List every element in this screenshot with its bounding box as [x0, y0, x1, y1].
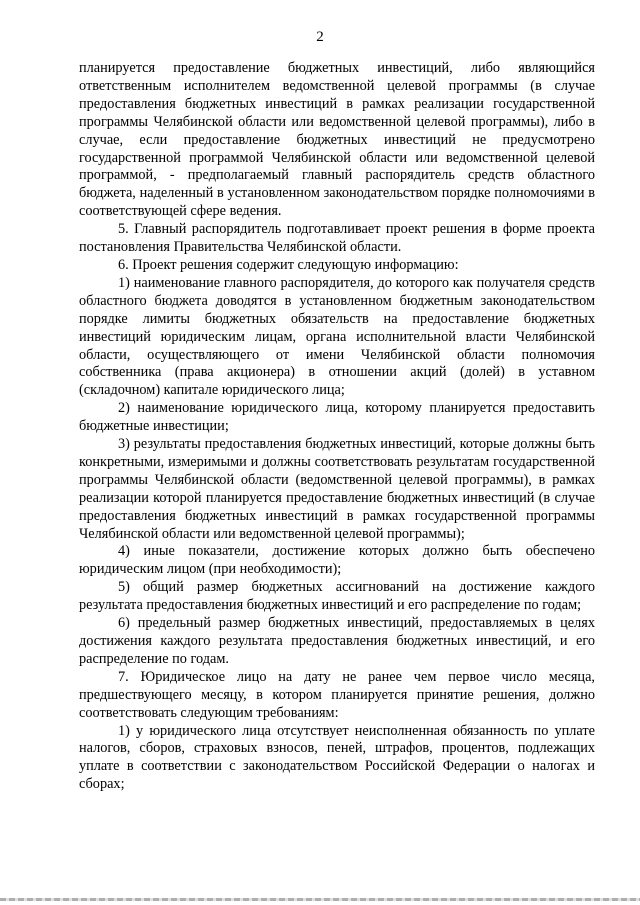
- subitem-6-1: 1) наименование главного распорядителя, до которого как получателя средств областного бюджета доводятся в установленном бюджетным законодательством порядке лимиты бюджетных обязательств на предоставление бюджетных инвестиций юридическим лицам, органа исполнительной власти Челябинской области, осуществляющего от имени Челябинской области полномочия собственника (права акционера) в отношении акций (долей) в уставном (складочном) капитале юридического лица;: [79, 274, 595, 399]
- page-number: 2: [316, 29, 324, 45]
- subitem-6-2: 2) наименование юридического лица, которому планируется предоставить бюджетные инвестиции;: [79, 400, 595, 435]
- subitem-7-1: 1) у юридического лица отсутствует неисполненная обязанность по уплате налогов, сборов, страховых взносов, пеней, штрафов, процентов, подлежащих уплате в соответствии с законодательством Российской Федерации о налогах и сборах;: [79, 722, 595, 793]
- paragraph-item-5: 5. Главный распорядитель подготавливает проект решения в форме проекта постановления Правительства Челябинской области.: [79, 221, 595, 256]
- document-body: [79, 60, 595, 794]
- paragraph-continuation: планируется предоставление бюджетных инвестиций, либо являющийся ответственным исполнителем ведомственной целевой программы (в случае предоставления бюджетных инвестиций в рамках реализации государственной программы Челябинской области или ведомственной целевой программы), либо в случае, если предоставление бюджетных инвестиций не предусмотрено государственной программой Челябинской области или ведомственной целевой программой, - предполагаемый главный распорядитель средств областного бюджета, наделенный в установленном законодательством порядке полномочиями в соответствующей сфере ведения.: [79, 60, 595, 220]
- subitem-6-6: 6) предельный размер бюджетных инвестиций, предоставляемых в целях достижения каждого результата предоставления бюджетных инвестиций, и его распределение по годам.: [79, 615, 595, 667]
- subitem-6-5: 5) общий размер бюджетных ассигнований на достижение каждого результата предоставления бюджетных инвестиций и его распределение по годам;: [79, 579, 595, 614]
- scan-edge-artifact: [0, 898, 640, 901]
- paragraph-item-7: 7. Юридическое лицо на дату не ранее чем первое число месяца, предшествующего месяцу, в котором планируется принятие решения, должно соответствовать следующим требованиям:: [79, 668, 595, 721]
- paragraph-item-6: 6. Проект решения содержит следующую информацию:: [118, 256, 459, 273]
- subitem-6-3: 3) результаты предоставления бюджетных инвестиций, которые должны быть конкретными, измеримыми и должны соответствовать результатам государственной программы Челябинской области (ведомственной целевой программы), в рамках реализации которой планируется предоставление бюджетных инвестиций (в случае предоставления бюджетных инвестиций в рамках государственной программы Челябинской области или ведомственной целевой программы);: [79, 436, 595, 542]
- subitem-6-4: 4) иные показатели, достижение которых должно быть обеспечено юридическим лицом (при необходимости);: [79, 543, 595, 578]
